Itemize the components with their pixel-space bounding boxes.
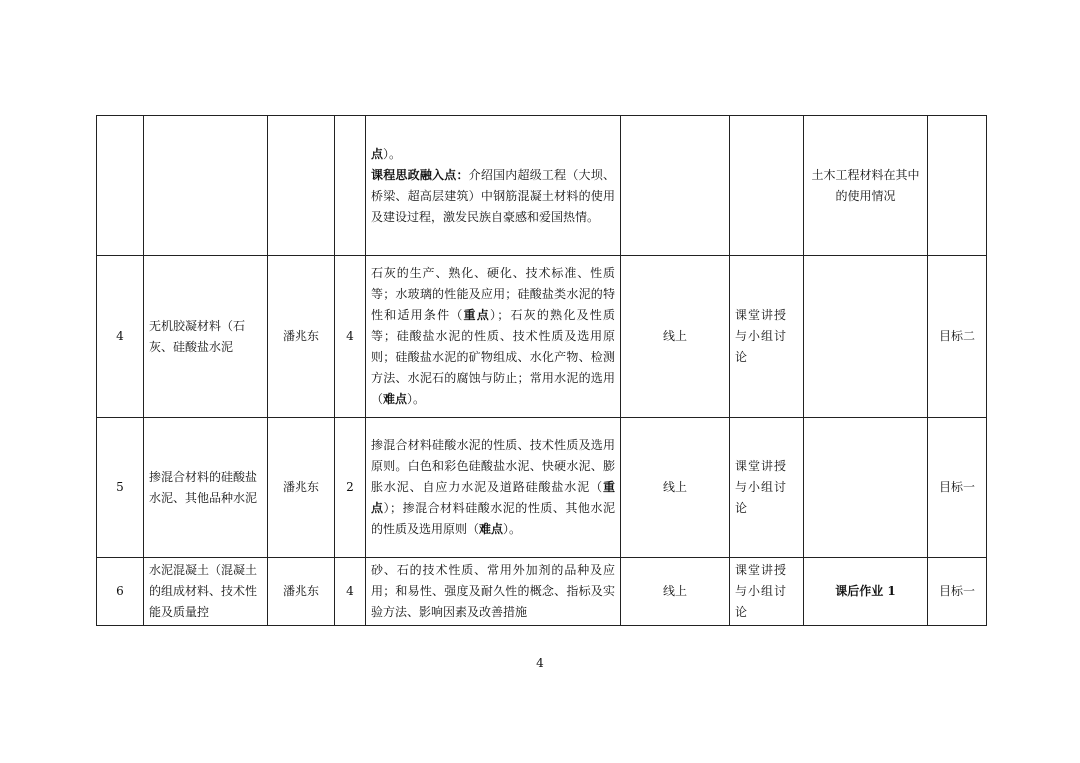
hours-cell: 4 bbox=[335, 558, 366, 626]
topic-cell: 掺混合材料的硅酸盐水泥、其他品种水泥 bbox=[144, 418, 268, 558]
hours-cell: 2 bbox=[335, 418, 366, 558]
table-row bbox=[97, 256, 987, 418]
mode-cell: 线上 bbox=[621, 558, 730, 626]
content-text: ）。 bbox=[407, 392, 426, 406]
table-row bbox=[97, 116, 987, 256]
content-cell bbox=[366, 418, 621, 558]
method-cell bbox=[730, 116, 804, 256]
method-cell: 课堂讲授与小组讨论 bbox=[730, 558, 804, 626]
goal-cell: 目标一 bbox=[928, 558, 987, 626]
row-number-cell: 5 bbox=[97, 418, 144, 558]
method-cell: 课堂讲授与小组讨论 bbox=[730, 418, 804, 558]
content-cell bbox=[366, 558, 621, 626]
hours-cell bbox=[335, 116, 366, 256]
page-number: 4 bbox=[536, 656, 544, 670]
content-text: ）；掺混合材料硅酸水泥的性质、其他水泥的性质及选用原则（ bbox=[371, 501, 615, 536]
table-row bbox=[97, 558, 987, 626]
emphasis-text: 重点 bbox=[463, 308, 490, 322]
emphasis-text: 点 bbox=[371, 146, 384, 161]
goal-cell bbox=[928, 116, 987, 256]
topic-cell bbox=[144, 116, 268, 256]
mode-cell: 线上 bbox=[621, 256, 730, 418]
teacher-cell bbox=[268, 116, 335, 256]
content-text: 砂、石的技术性质、常用外加剂的品种及应用；和易性、强度及耐久性的概念、指标及实验方法、影响因素及改善措施 bbox=[371, 563, 615, 619]
assignment-cell: 土木工程材料在其中的使用情况 bbox=[804, 116, 928, 256]
content-cell bbox=[366, 116, 621, 256]
teacher-cell: 潘兆东 bbox=[268, 558, 335, 626]
content-text: ）。 bbox=[383, 146, 402, 161]
emphasis-text: 难点 bbox=[479, 522, 504, 536]
content-text: 介绍国内超级工程（大坝、桥梁、超高层建筑）中钢筋混凝土材料的使用及建设过程，激发民族自豪感和爱国热情。 bbox=[371, 167, 615, 224]
content-text: 掺混合材料硅酸水泥的性质、技术性质及选用原则。白色和彩色硅酸盐水泥、快硬水泥、膨胀水泥、自应力水泥及道路硅酸盐水泥（ bbox=[371, 438, 615, 494]
method-cell: 课堂讲授与小组讨论 bbox=[730, 256, 804, 418]
content-text: ）；石灰的熟化及性质等；硅酸盐水泥的性质、技术性质及选用原则；硅酸盐水泥的矿物组成、水化产物、检测方法、水泥石的腐蚀与防止；常用水泥的选用（ bbox=[371, 308, 615, 406]
teacher-cell: 潘兆东 bbox=[268, 256, 335, 418]
emphasis-text: 重点 bbox=[371, 480, 615, 515]
assignment-cell: 课后作业 1 bbox=[804, 558, 928, 626]
row-number-cell bbox=[97, 116, 144, 256]
teacher-cell: 潘兆东 bbox=[268, 418, 335, 558]
goal-cell: 目标二 bbox=[928, 256, 987, 418]
row-number-cell: 6 bbox=[97, 558, 144, 626]
row-number-cell: 4 bbox=[97, 256, 144, 418]
emphasis-text: 难点 bbox=[383, 392, 408, 406]
content-cell bbox=[366, 256, 621, 418]
table-row bbox=[97, 418, 987, 558]
topic-cell: 无机胶凝材料（石灰、硅酸盐水泥 bbox=[144, 256, 268, 418]
hours-cell: 4 bbox=[335, 256, 366, 418]
mode-cell bbox=[621, 116, 730, 256]
content-text: 石灰的生产、熟化、硬化、技术标准、性质等；水玻璃的性能及应用；硅酸盐类水泥的特性和适用条件（ bbox=[371, 266, 615, 322]
assignment-cell bbox=[804, 418, 928, 558]
course-schedule-table bbox=[96, 115, 987, 626]
mode-cell: 线上 bbox=[621, 418, 730, 558]
goal-cell: 目标一 bbox=[928, 418, 987, 558]
assignment-cell bbox=[804, 256, 928, 418]
content-text: ）。 bbox=[503, 522, 522, 536]
topic-cell: 水泥混凝土（混凝土的组成材料、技术性能及质量控 bbox=[144, 558, 268, 626]
emphasis-text: 课程思政融入点： bbox=[371, 167, 469, 182]
